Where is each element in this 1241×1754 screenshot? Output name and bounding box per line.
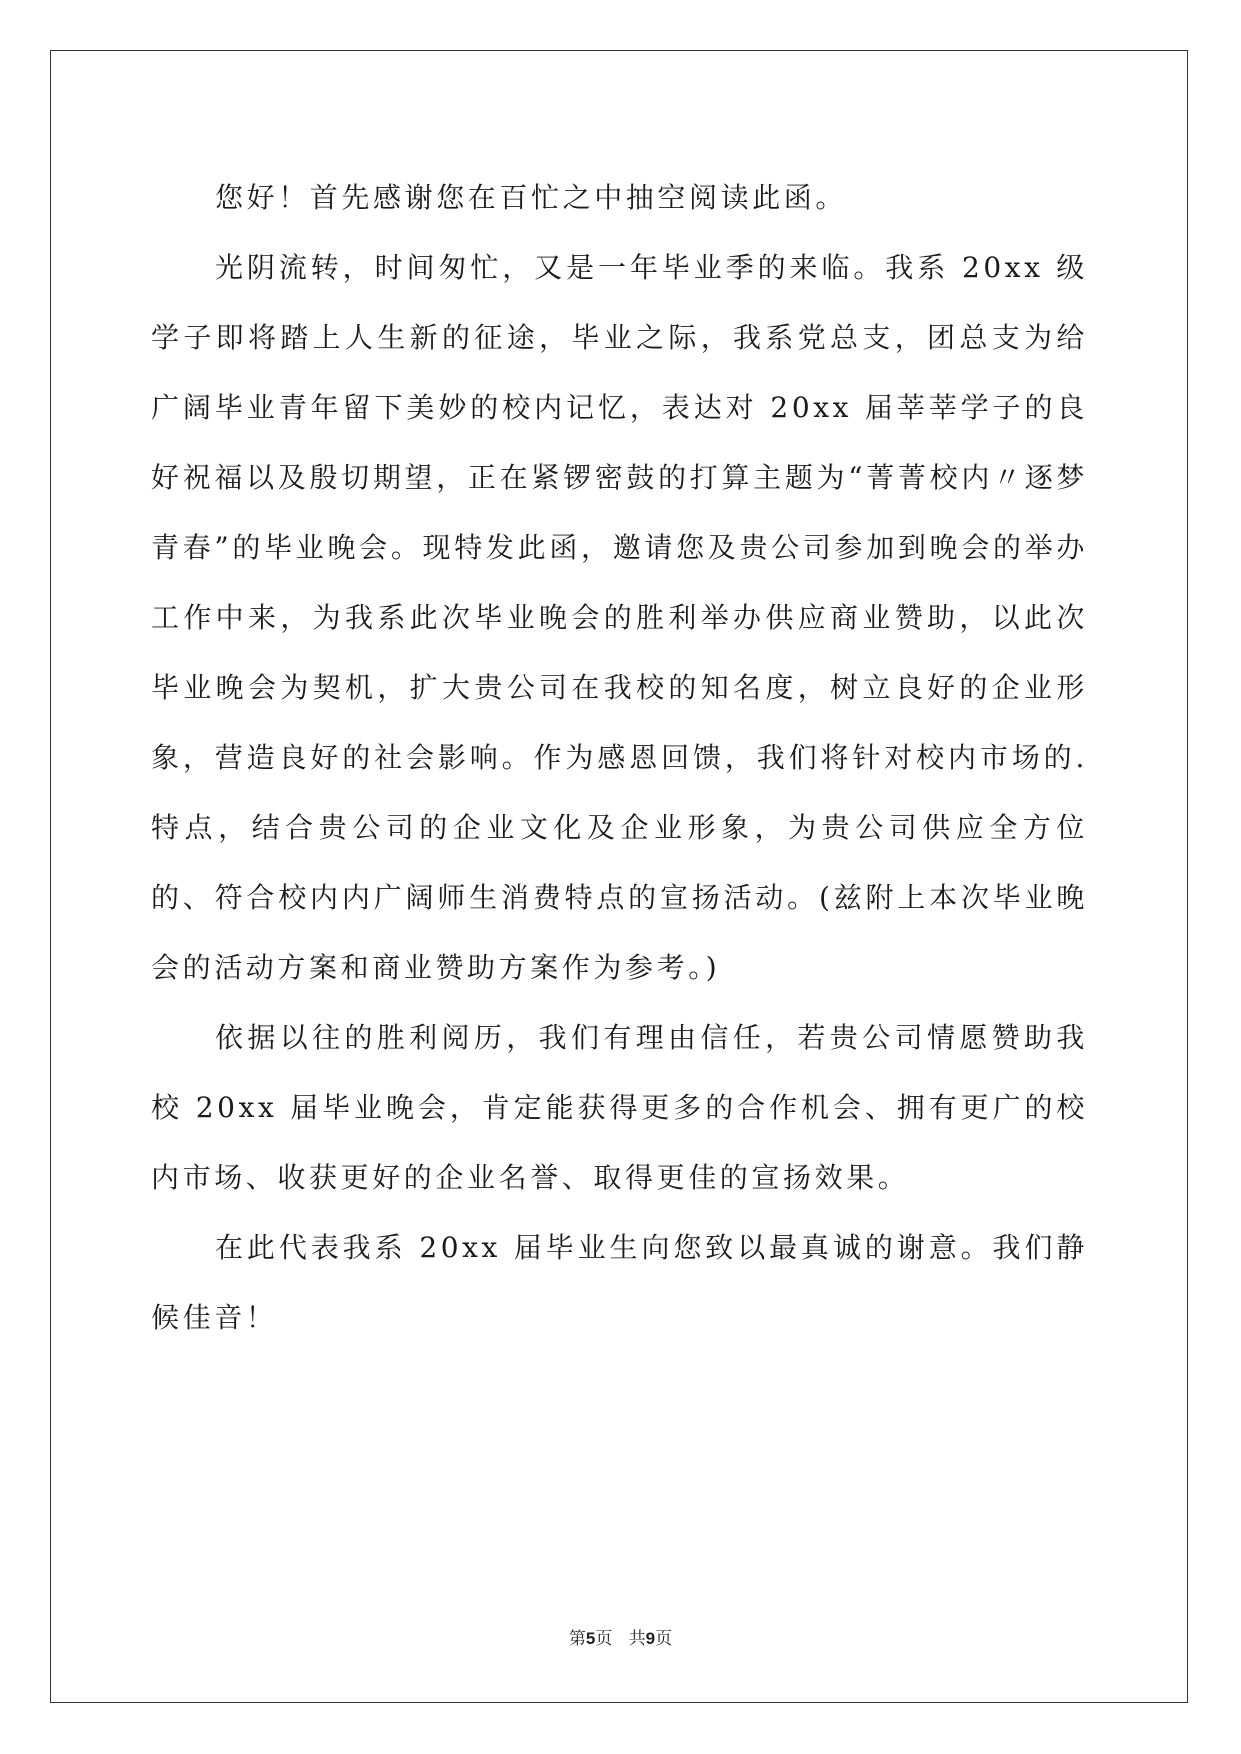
- footer-page-unit: 页: [595, 1629, 613, 1649]
- letter-body: [151, 163, 1088, 1353]
- invitation-paragraph: 光阴流转，时间匆忙，又是一年毕业季的来临。我系 20xx 级学子即将踏上人生新的征途，毕业之际，我系党总支，团总支为给广阔毕业青年留下美妙的校内记忆，表达对 20xx 届莘莘学子的良好祝福以及殷切期望，正在紧锣密鼓的打算主题为“菁菁校内〃逐梦青春”的毕业晚会。现特发此函，邀请您及贵公司参加到晚会的举办工作中来，为我系此次毕业晚会的胜利举办供应商业赞助，以此次毕业晚会为契机，扩大贵公司在我校的知名度，树立良好的企业形象，营造良好的社会影响。作为感恩回馈，我们将针对校内市场的.特点，结合贵公司的企业文化及企业形象，为贵公司供应全方位的、符合校内内广阔师生消费特点的宣扬活动。(兹附上本次毕业晚会的活动方案和商业赞助方案作为参考。): [151, 251, 1088, 984]
- page-footer: [0, 1624, 1241, 1649]
- footer-separator: 共: [612, 1629, 646, 1649]
- footer-prefix: 第: [568, 1629, 586, 1649]
- benefits-paragraph: 依据以往的胜利阅历，我们有理由信任，若贵公司情愿赞助我校 20xx 届毕业晚会，肯定能获得更多的合作机会、拥有更广的校内市场、收获更好的企业名誉、取得更佳的宣扬效果。: [151, 1021, 1088, 1194]
- closing-paragraph: 在此代表我系 20xx 届毕业生向您致以最真诚的谢意。我们静候佳音！: [151, 1231, 1088, 1334]
- greeting-paragraph: 您好！首先感谢您在百忙之中抽空阅读此函。: [215, 181, 848, 214]
- footer-total-unit: 页: [655, 1629, 673, 1649]
- current-page-number: 5: [585, 1629, 596, 1648]
- total-page-number: 9: [645, 1629, 656, 1648]
